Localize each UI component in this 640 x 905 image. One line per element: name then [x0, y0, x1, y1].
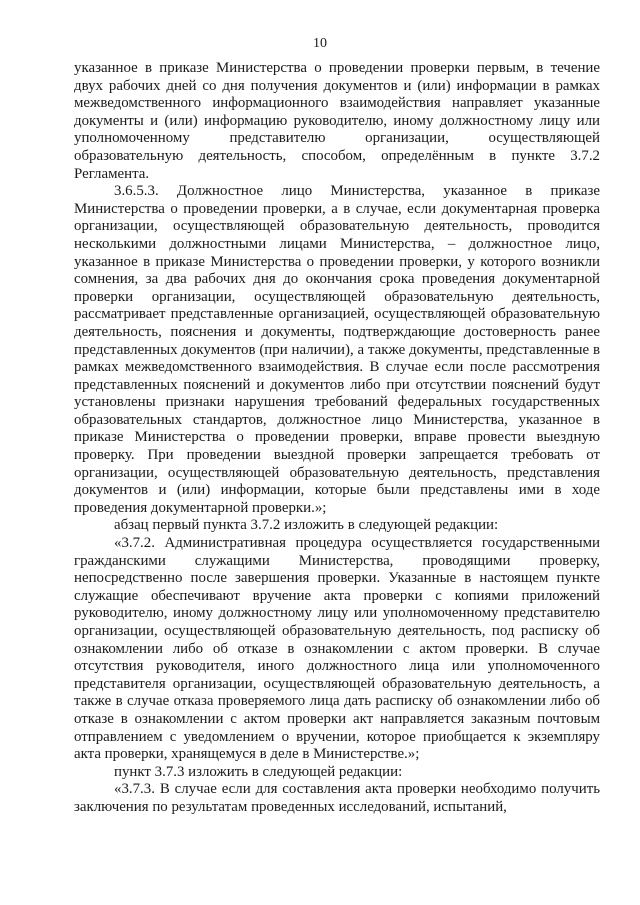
paragraph-3-7-3: «3.7.3. В случае если для составления акта проверки необходимо получить заключения по результатам проведенных исследований, испытаний,: [74, 781, 600, 815]
paragraph-3-6-5-3: 3.6.5.3. Должностное лицо Министерства, указанное в приказе Министерства о проведении проверки, а в случае, если документарная проверка организации, осуществляющей образовательную деятельность, проводится несколькими должностными лицами Министерства, – должностное лицо, указанное в приказе Министерства о проведении проверки, у которого возникли сомнения, за два рабочих дня до окончания срока проведения документарной проверки организации, осуществляющей образовательную деятельность, рассматривает представленные организацией, осуществляющей образовательную деятельность, пояснения и документы, подтверждающие достоверность ранее представленных документов (при наличии), а также документы, представленные в рамках межведомственного взаимодействия. В случае если после рассмотрения представленных пояснений и документов либо при отсутствии пояснений будут установлены признаки нарушения требований федеральных государственных образовательных стандартов, должностное лицо Министерства, указанное в приказе Министерства о проведении проверки, вправе провести выездную проверку. При проведении выездной проверки запрещается требовать от организации, осуществляющей образовательную деятельность, представления документов и (или) информации, которые были представлены ими в ходе проведения документарной проверки.»;: [74, 183, 600, 516]
paragraph-3-7-2: «3.7.2. Административная процедура осуществляется государственными гражданскими служащими Министерства, проводящими проверку, непосредственно после завершения проверки. Указанные в настоящем пункте служащие обеспечивают вручение акта проверки с копиями приложений руководителю, иному должностному лицу или уполномоченному представителю организации, осуществляющей образовательную деятельность, под расписку об ознакомлении либо об отказе в ознакомлении с актом проверки. В случае отсутствия руководителя, иного должностного лица или уполномоченного представителя организации, осуществляющей образовательную деятельность, а также в случае отказа проверяемого лица дать расписку об ознакомлении либо об отказе в ознакомлении с актом проверки акт направляется заказным почтовым отправлением с уведомлением о вручении, которое приобщается к экземпляру акта проверки, хранящемуся в деле в Министерстве.»;: [74, 535, 600, 763]
document-body: [74, 60, 600, 817]
paragraph-amendment-3-7-3-intro: пункт 3.7.3 изложить в следующей редакции:: [114, 763, 403, 780]
paragraph-amendment-3-7-2-intro: абзац первый пункта 3.7.2 изложить в следующей редакции:: [114, 517, 499, 534]
page-number: 10: [313, 36, 327, 51]
paragraph-continuation: указанное в приказе Министерства о проведении проверки первым, в течение двух рабочих дней со дня получения документов и (или) информации в рамках межведомственного информационного взаимодействия направляет указанные документы и (или) информацию руководителю, иному должностному лицу или уполномоченному представителю организации, осуществляющей образовательную деятельность, способом, определённым в пункте 3.7.2 Регламента.: [74, 60, 600, 182]
